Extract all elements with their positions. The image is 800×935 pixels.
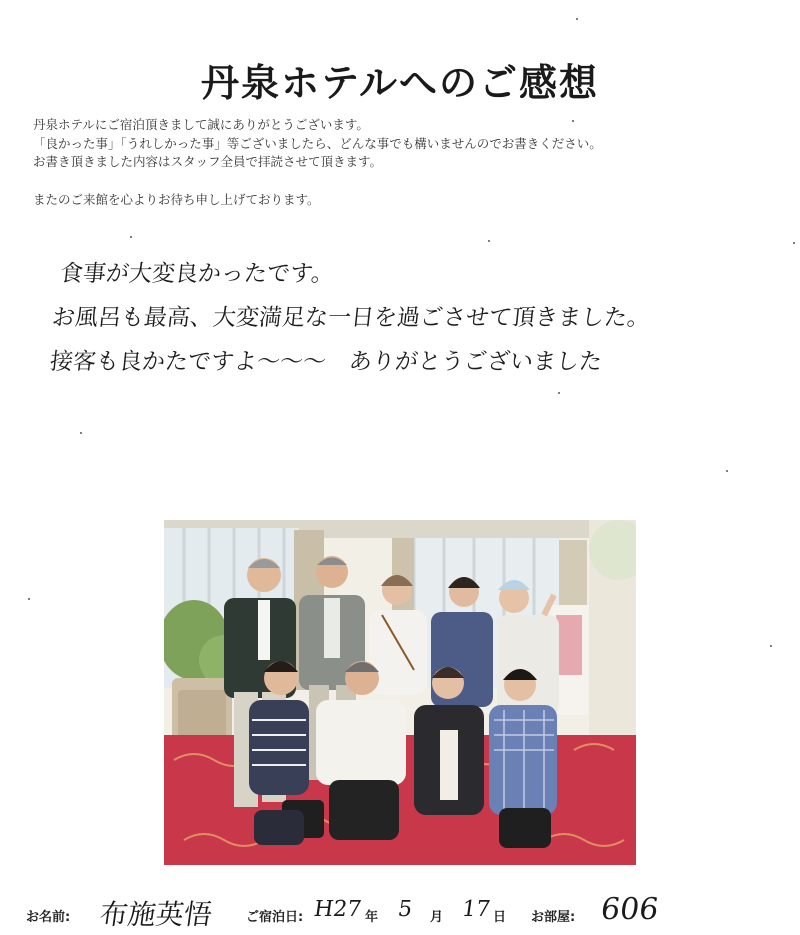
room-value: 606	[598, 892, 661, 927]
intro-line: お書き頂きました内容はスタッフ全員で拝読させて頂きます。	[33, 154, 383, 169]
stay-date-label: ご宿泊日:	[246, 910, 304, 925]
handwritten-comment	[48, 252, 772, 384]
intro-line: 「良かった事」「うれしかった事」等ございましたら、どんな事でも構いませんのでお書きください。	[33, 135, 602, 151]
page-title: 丹泉ホテルへのご感想	[200, 60, 600, 105]
intro-text	[33, 116, 773, 209]
day-unit: 日	[493, 910, 507, 925]
name-value: 布施英悟	[97, 898, 215, 931]
month-unit: 月	[430, 910, 444, 925]
era-year-value: H27	[312, 897, 363, 922]
intro-line: 丹泉ホテルにご宿泊頂きまして誠にありがとうございます。	[33, 117, 369, 132]
room-label: お部屋:	[531, 910, 576, 925]
month-value: 5	[396, 897, 414, 922]
year-unit: 年	[365, 910, 379, 925]
day-value: 17	[460, 897, 492, 922]
comment-line: 食事が大変良かったです。	[58, 261, 336, 287]
comment-line: 接客も良かたですよ〜〜〜 ありがとうございました	[48, 349, 604, 375]
comment-line: お風呂も最高、大変満足な一日を過ごさせて頂きました。	[50, 305, 652, 331]
group-photo	[164, 520, 636, 865]
intro-line: またのご来館を心よりお待ち申し上げております。	[33, 191, 320, 207]
guest-info	[0, 892, 800, 935]
name-label: お名前:	[26, 910, 71, 925]
